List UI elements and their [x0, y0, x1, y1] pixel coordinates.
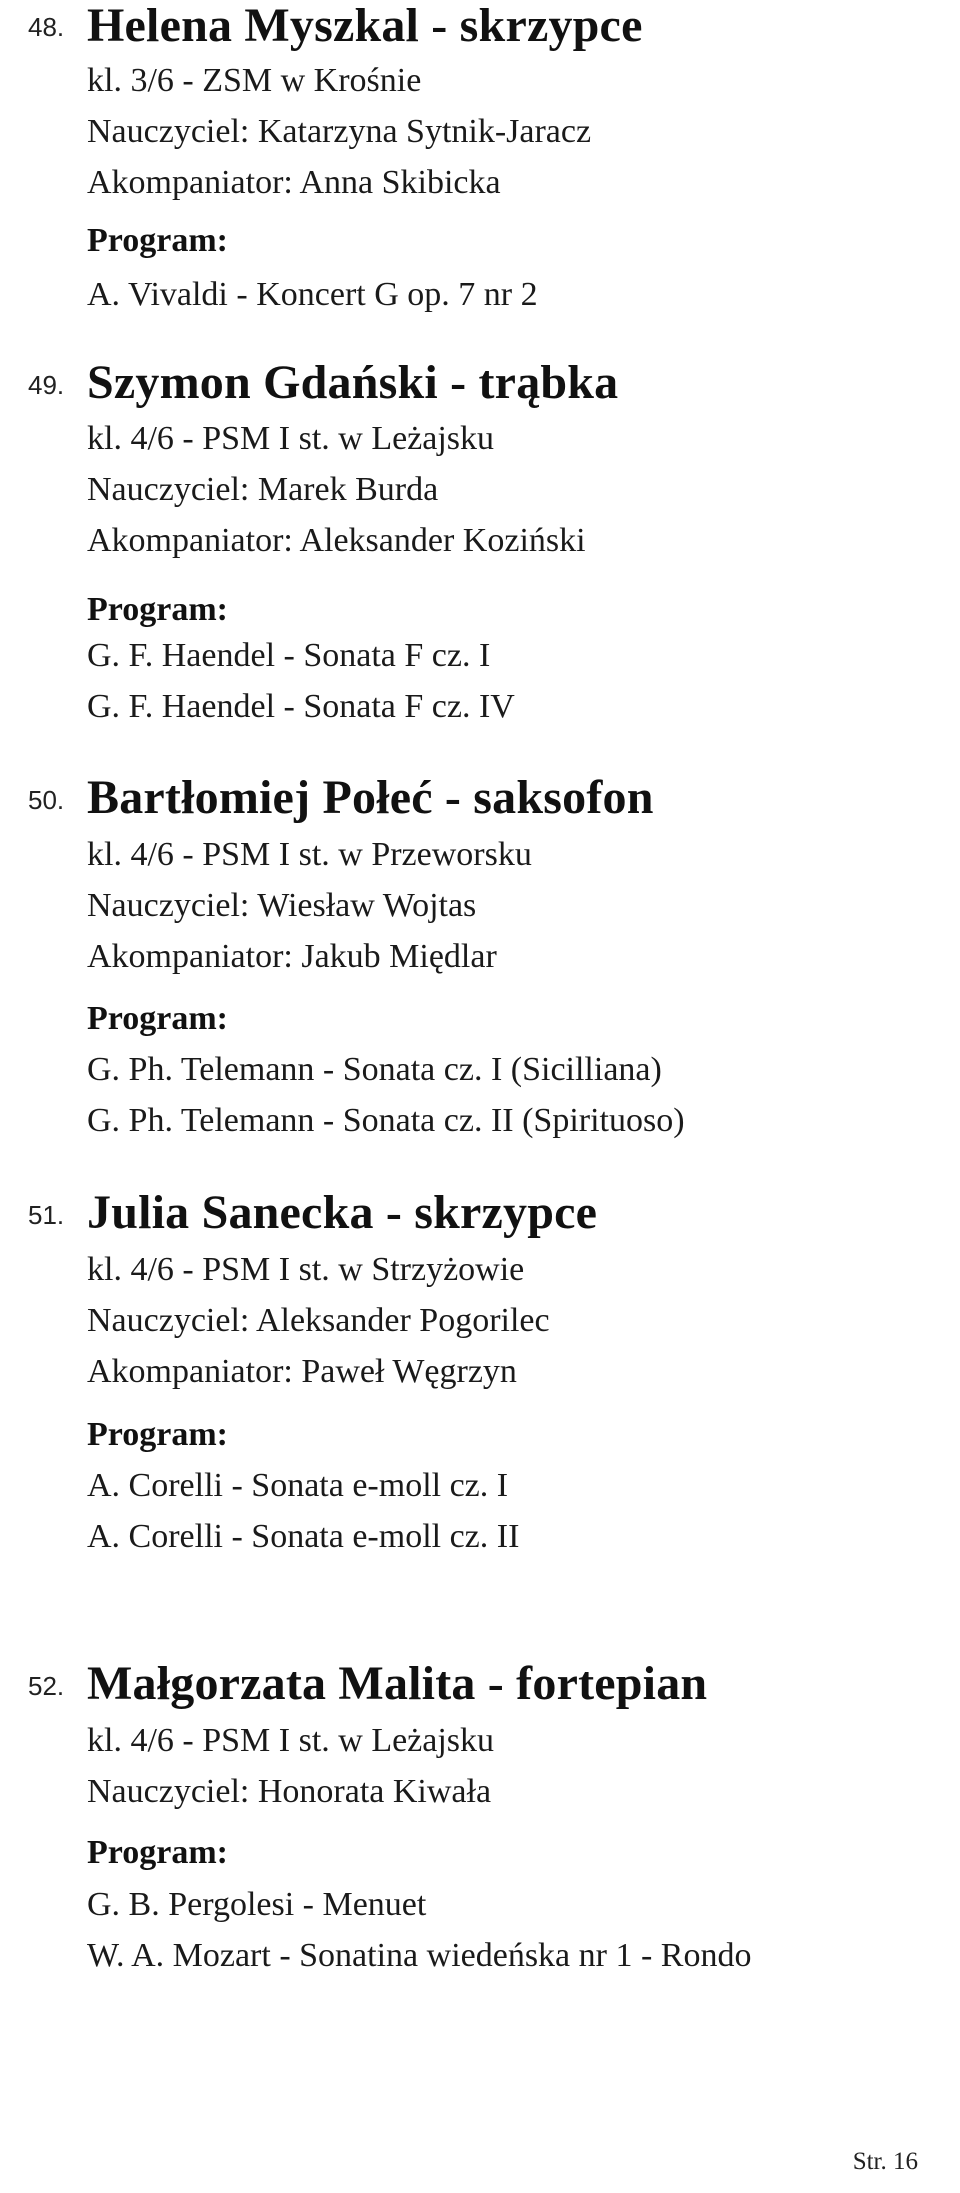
teacher-info: Nauczyciel: Wiesław Wojtas	[87, 887, 477, 924]
class-info: kl. 4/6 - PSM I st. w Leżajsku	[87, 1722, 495, 1759]
entry-number: 49.	[28, 370, 65, 400]
class-info: kl. 4/6 - PSM I st. w Przeworsku	[87, 836, 532, 873]
entry-number: 52.	[28, 1671, 65, 1701]
accompanist-info: Akompaniator: Aleksander Koziński	[87, 522, 586, 559]
teacher-info: Nauczyciel: Aleksander Pogorilec	[87, 1302, 550, 1339]
program-label: Program:	[87, 1834, 228, 1871]
teacher-info: Nauczyciel: Honorata Kiwała	[87, 1773, 492, 1810]
accompanist-info: Akompaniator: Jakub Międlar	[87, 938, 497, 975]
program-piece: G. F. Haendel - Sonata F cz. IV	[87, 688, 515, 725]
program-label: Program:	[87, 222, 228, 259]
performer-name: Szymon Gdański - trąbka	[87, 356, 619, 409]
program-label: Program:	[87, 1000, 228, 1037]
accompanist-info: Akompaniator: Anna Skibicka	[87, 164, 501, 201]
entry-number: 48.	[28, 12, 65, 42]
program-piece: W. A. Mozart - Sonatina wiedeńska nr 1 - Rondo	[87, 1937, 752, 1974]
program-piece: G. B. Pergolesi - Menuet	[87, 1886, 427, 1923]
teacher-info: Nauczyciel: Marek Burda	[87, 471, 439, 508]
performer-name: Helena Myszkal - skrzypce	[87, 0, 643, 52]
class-info: kl. 4/6 - PSM I st. w Strzyżowie	[87, 1251, 525, 1288]
program-piece: A. Vivaldi - Koncert G op. 7 nr 2	[87, 276, 538, 313]
performer-name: Małgorzata Malita - fortepian	[87, 1657, 708, 1710]
page-number: Str. 16	[852, 2148, 918, 2175]
program-piece: A. Corelli - Sonata e-moll cz. I	[87, 1467, 509, 1504]
program-label: Program:	[87, 1416, 228, 1453]
teacher-info: Nauczyciel: Katarzyna Sytnik-Jaracz	[87, 113, 592, 150]
program-piece: G. Ph. Telemann - Sonata cz. II (Spirituoso)	[87, 1102, 685, 1139]
class-info: kl. 4/6 - PSM I st. w Leżajsku	[87, 420, 495, 457]
performer-name: Julia Sanecka - skrzypce	[87, 1186, 598, 1239]
accompanist-info: Akompaniator: Paweł Węgrzyn	[87, 1353, 517, 1390]
program-piece: G. F. Haendel - Sonata F cz. I	[87, 637, 491, 674]
entry-number: 51.	[28, 1200, 65, 1230]
program-piece: G. Ph. Telemann - Sonata cz. I (Sicilliana)	[87, 1051, 662, 1088]
program-piece: A. Corelli - Sonata e-moll cz. II	[87, 1518, 520, 1555]
program-label: Program:	[87, 591, 228, 628]
class-info: kl. 3/6 - ZSM w Krośnie	[87, 62, 422, 99]
entry-number: 50.	[28, 785, 65, 815]
performer-name: Bartłomiej Połeć - saksofon	[87, 771, 654, 824]
